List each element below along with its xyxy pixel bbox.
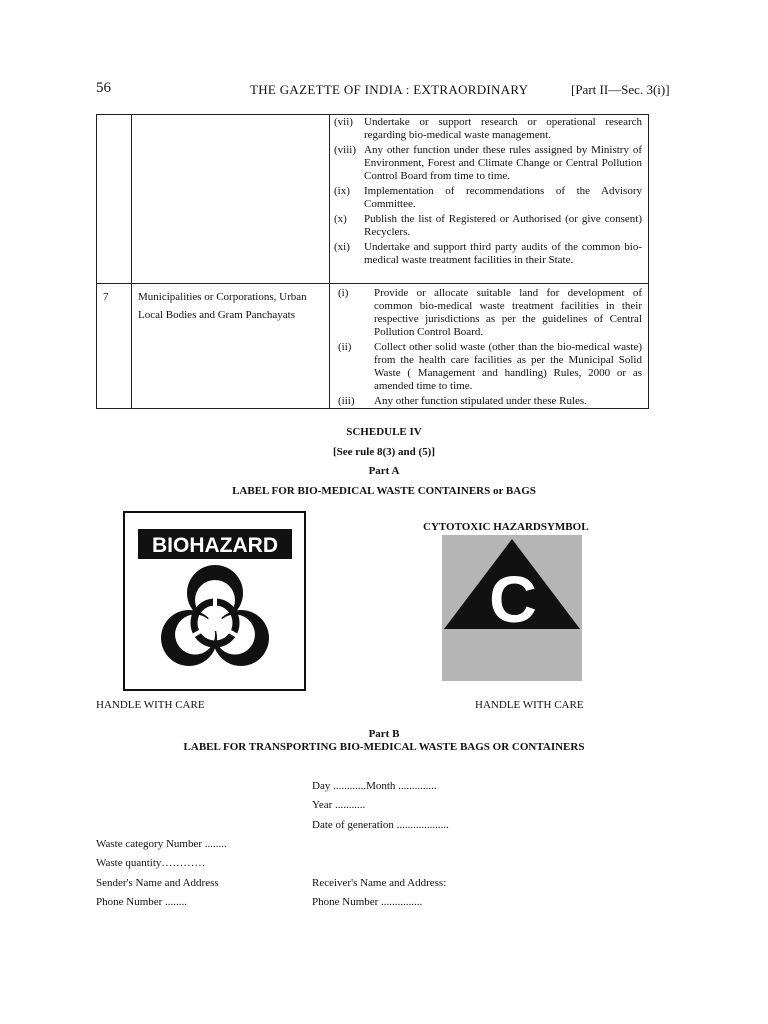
functions-cell	[330, 284, 648, 414]
day-month-field: Day ............Month ..............	[312, 780, 437, 792]
list-item: (x) Publish the list of Registered or Authorised (or give consent) Recyclers.	[334, 213, 642, 238]
biohazard-symbol	[123, 511, 306, 691]
rule-reference: [See rule 8(3) and (5)]	[332, 446, 436, 458]
page-number: 56	[96, 80, 111, 96]
gazette-title: THE GAZETTE OF INDIA : EXTRAORDINARY	[250, 82, 529, 97]
cytotoxic-letter: C	[489, 562, 537, 636]
sender-phone-field: Phone Number ........	[96, 896, 188, 908]
cytotoxic-hazard-icon	[442, 535, 582, 681]
biohazard-icon	[125, 513, 304, 689]
receiver-field: Receiver's Name and Address:	[312, 877, 447, 889]
authority-cell	[132, 115, 330, 283]
list-item: (xi) Undertake and support third party audits of the common bio-medical waste treatment facilities in their State.	[334, 241, 642, 266]
functions-cell	[330, 115, 648, 273]
sender-field: Sender's Name and Address	[96, 877, 219, 889]
date-of-generation-field: Date of generation ...................	[312, 819, 449, 831]
list-item: (iii) Any other function stipulated under these Rules.	[338, 395, 587, 407]
serial-cell: 7	[97, 284, 132, 408]
list-item: (viii) Any other function under these rules assigned by Ministry of Environment, Forest and Climate Change or Central Pollution Control Board from time to time.	[334, 144, 642, 182]
list-item: (ii) Collect other solid waste (other than the bio-medical waste) from the health care facilities as per the Municipal Solid Waste ( Management and handling) Rules, 2000 or as amended time to time.	[338, 341, 642, 392]
table-row	[97, 284, 648, 408]
table-row	[97, 115, 648, 284]
part-b-heading: LABEL FOR TRANSPORTING BIO-MEDICAL WASTE BAGS OR CONTAINERS	[183, 741, 585, 753]
waste-category-field: Waste category Number ........	[96, 838, 227, 850]
year-field: Year ...........	[312, 799, 366, 811]
handle-with-care-right: HANDLE WITH CARE	[475, 699, 584, 711]
authority-cell: Municipalities or Corporations, Urban Local Bodies and Gram Panchayats	[132, 284, 330, 408]
list-item: (i) Provide or allocate suitable land for development of common bio-medical waste treatment facilities in their respective jurisdictions as per the guidelines of Central Pollution Control Board.	[338, 287, 642, 338]
list-item: (ix) Implementation of recommendations of the Advisory Committee.	[334, 185, 642, 210]
biohazard-label: BIOHAZARD	[152, 534, 278, 557]
part-b-title: Part B	[368, 728, 400, 740]
part-a-heading: LABEL FOR BIO-MEDICAL WASTE CONTAINERS or BAGS	[232, 485, 536, 497]
serial-cell	[97, 115, 132, 283]
cytotoxic-symbol	[442, 535, 582, 681]
handle-with-care-left: HANDLE WITH CARE	[96, 699, 205, 711]
list-item: (vii) Undertake or support research or operational research regarding bio-medical waste management.	[334, 116, 642, 141]
part-a-title: Part A	[368, 465, 400, 477]
schedule-title: SCHEDULE IV	[346, 426, 422, 438]
waste-quantity-field: Waste quantity…………	[96, 857, 206, 869]
cytotoxic-caption: CYTOTOXIC HAZARDSYMBOL	[423, 521, 589, 533]
receiver-phone-field: Phone Number ...............	[312, 896, 423, 908]
part-section: [Part II—Sec. 3(i)]	[571, 82, 670, 97]
responsibility-table	[96, 114, 649, 409]
